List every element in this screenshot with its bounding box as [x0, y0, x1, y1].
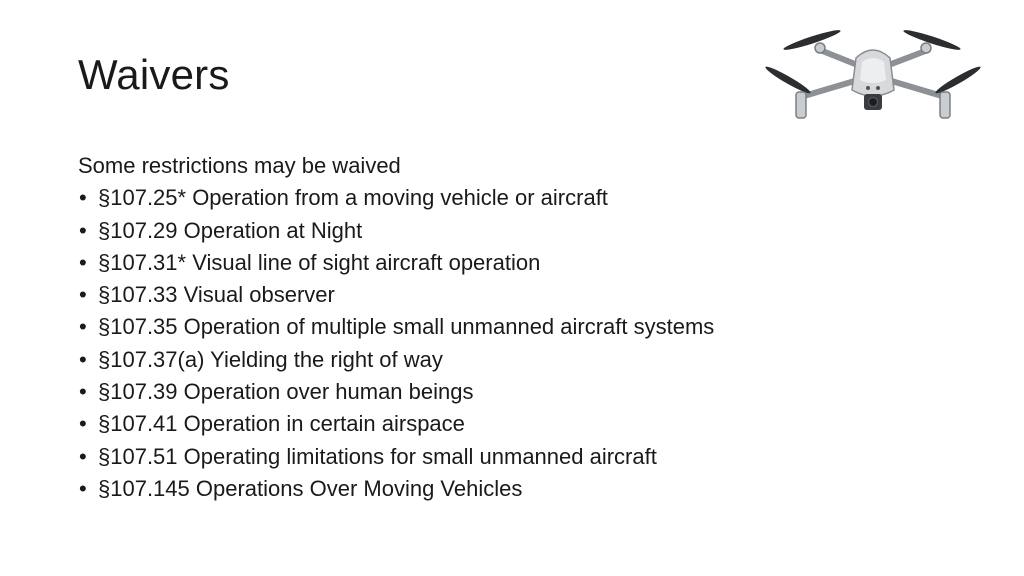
- bullet-mark: •: [79, 185, 87, 211]
- bullet-mark: •: [79, 443, 87, 469]
- bullet-mark: •: [79, 379, 87, 405]
- list-item-text: §107.29 Operation at Night: [98, 217, 363, 243]
- bullet-mark: •: [79, 249, 87, 275]
- list-item-text: §107.39 Operation over human beings: [98, 379, 474, 405]
- list-item-text: §107.31* Visual line of sight aircraft operation: [98, 249, 541, 275]
- bullet-mark: •: [79, 314, 87, 340]
- list-item-text: §107.37(a) Yielding the right of way: [98, 346, 443, 372]
- list-item-text: §107.41 Operation in certain airspace: [98, 411, 465, 437]
- list-item-text: §107.35 Operation of multiple small unmanned aircraft systems: [98, 314, 715, 340]
- list-item: [78, 473, 938, 505]
- bullet-mark: •: [79, 282, 87, 308]
- slide-title: Waivers: [78, 51, 230, 98]
- list-item: [78, 408, 938, 440]
- list-item-text: §107.25* Operation from a moving vehicle or aircraft: [98, 185, 608, 211]
- list-item: [78, 279, 938, 311]
- list-item: [78, 215, 938, 247]
- list-item-text: §107.33 Visual observer: [98, 282, 335, 308]
- bullet-mark: •: [79, 475, 87, 501]
- list-item-text: §107.145 Operations Over Moving Vehicles: [98, 475, 523, 501]
- slide-body: [78, 150, 938, 505]
- list-item: [78, 247, 938, 279]
- intro-text: Some restrictions may be waived: [78, 153, 401, 178]
- list-item: [78, 376, 938, 408]
- list-item: [78, 344, 938, 376]
- list-item-text: §107.51 Operating limitations for small unmanned aircraft: [98, 443, 657, 469]
- list-item: [78, 311, 938, 343]
- bullet-mark: •: [79, 346, 87, 372]
- waiver-list: [78, 182, 938, 505]
- bullet-mark: •: [79, 217, 87, 243]
- bullet-mark: •: [79, 411, 87, 437]
- drone-icon: [760, 18, 985, 128]
- list-item: [78, 182, 938, 214]
- list-item: [78, 441, 938, 473]
